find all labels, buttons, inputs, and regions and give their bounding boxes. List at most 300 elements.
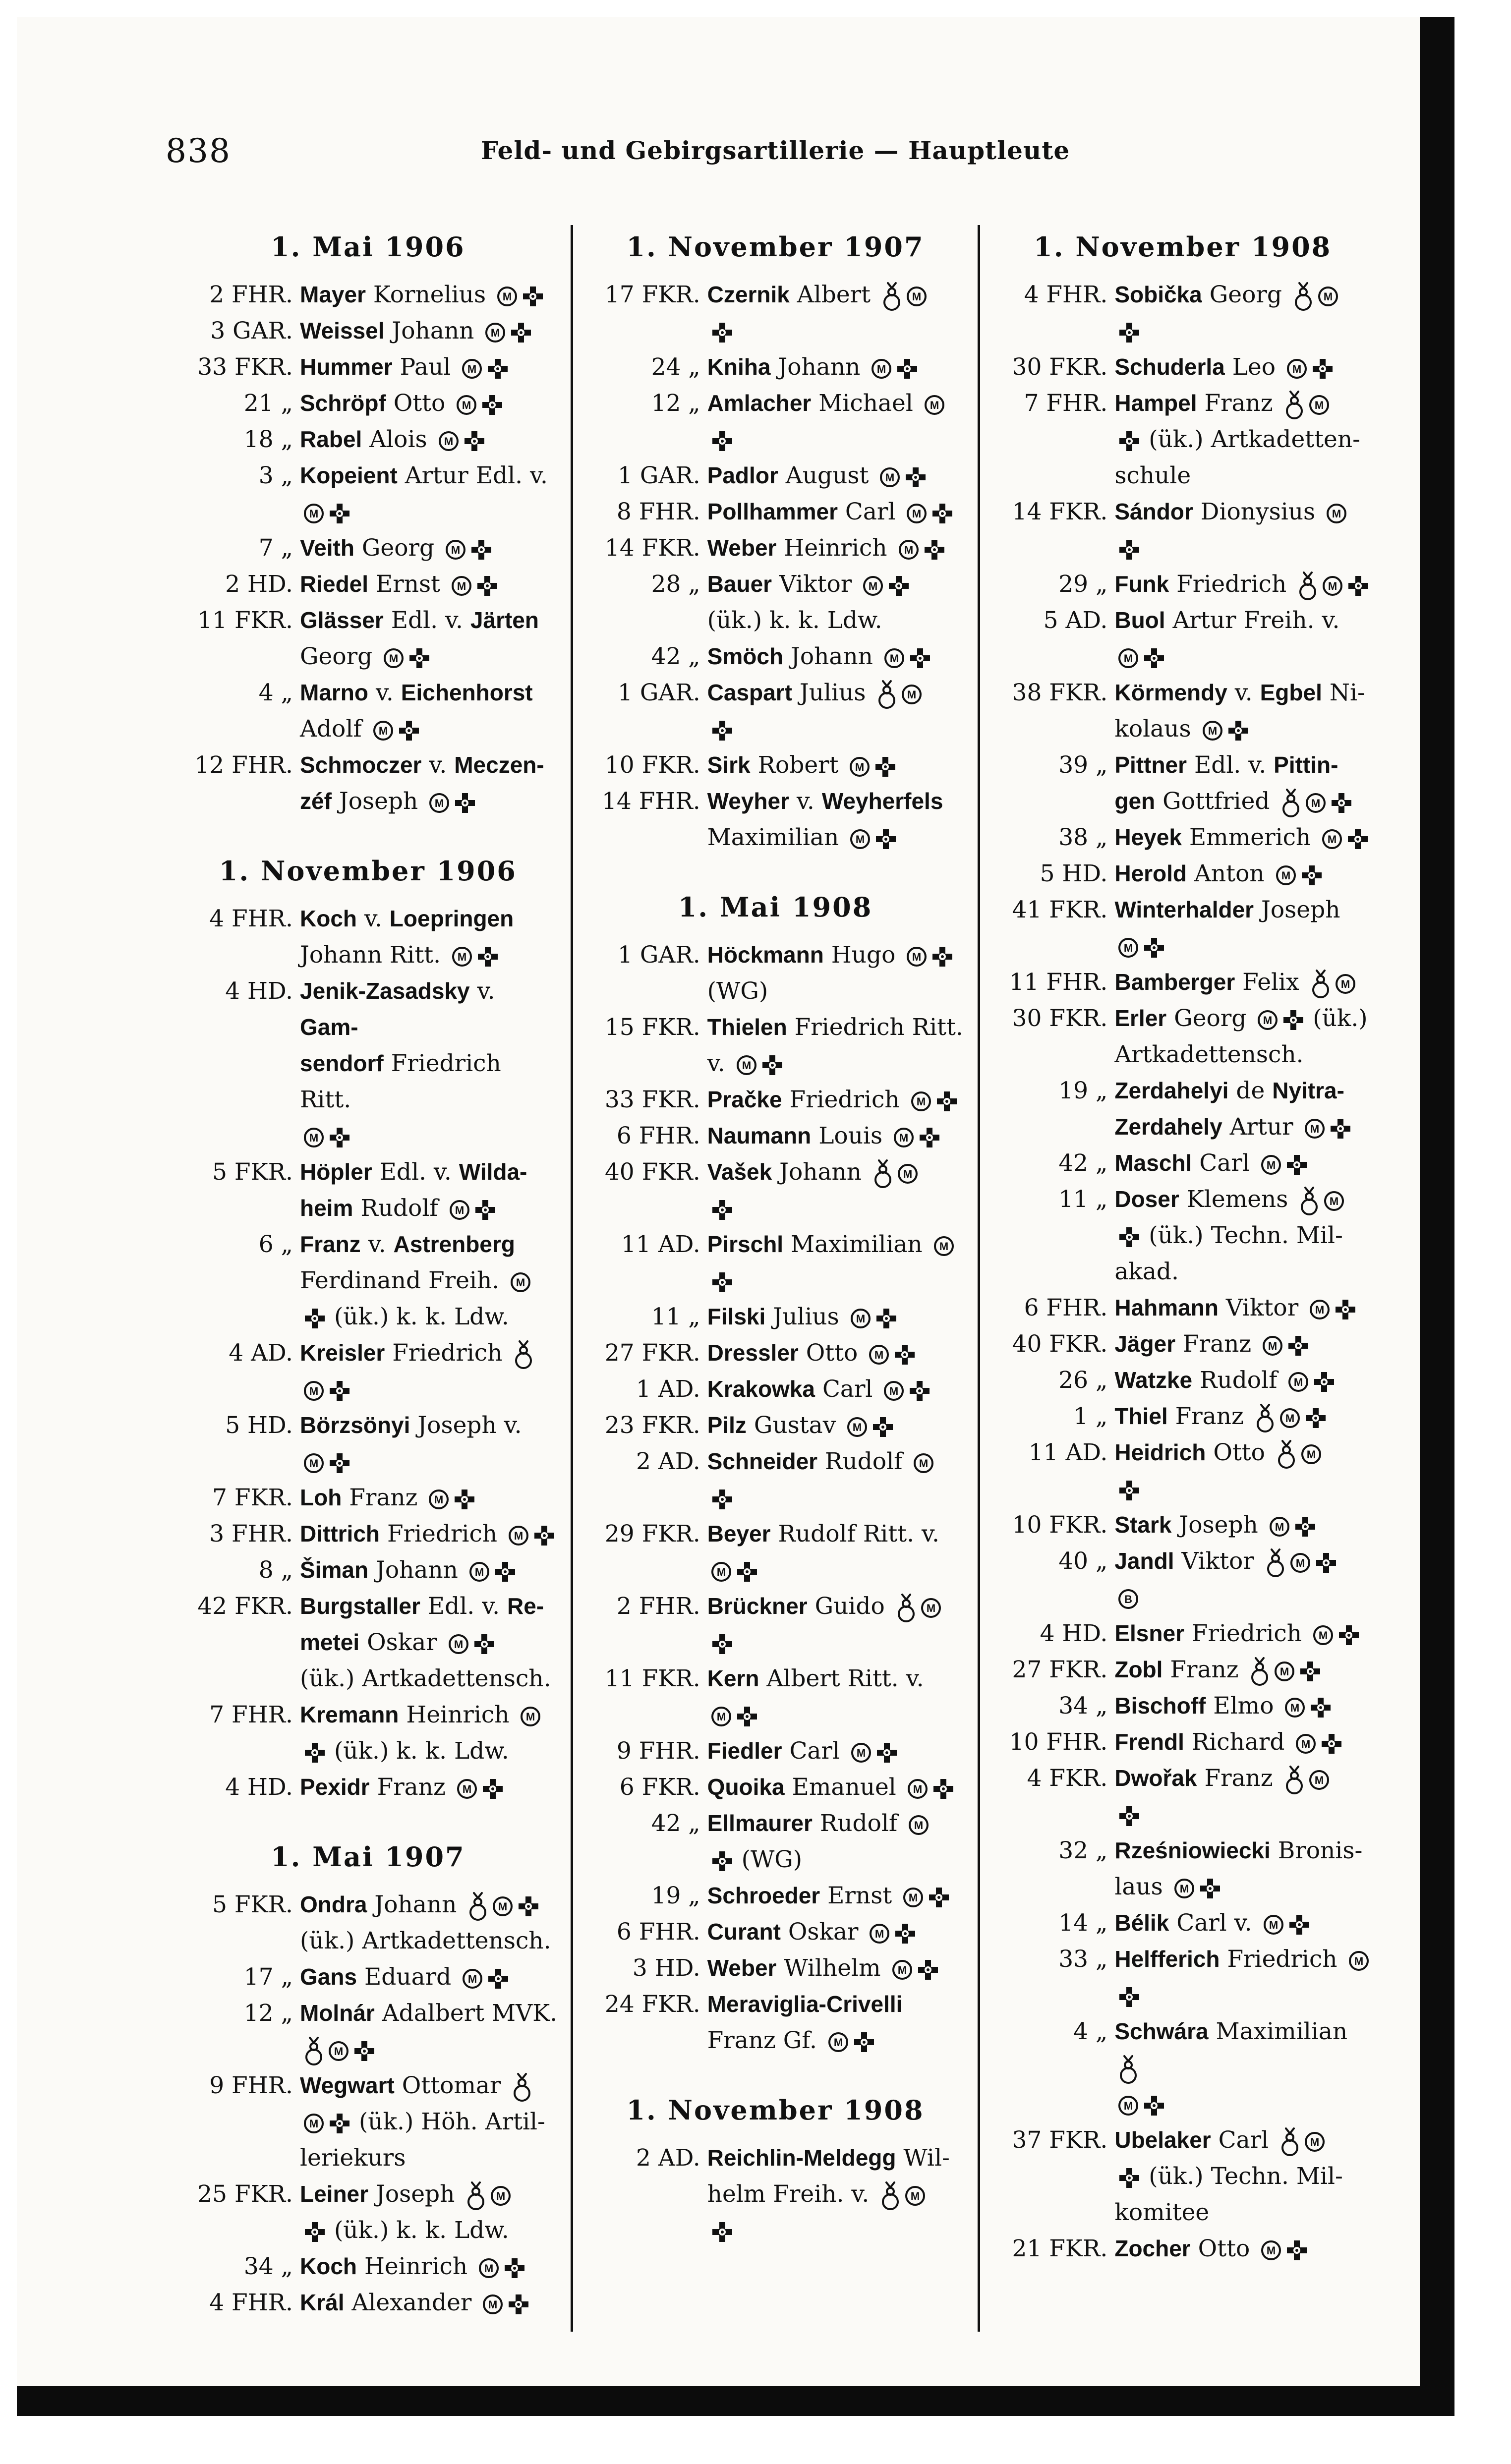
entry-text: Friedrich Ritt. [300,1050,501,1113]
entry-text: Edl. v. [420,1593,507,1620]
entry-line [300,1226,560,1262]
svg-text:M: M [913,1783,922,1795]
svg-text:M: M [1306,1448,1316,1461]
section-heading: 1. November 1908 [626,2094,925,2126]
entry-text: (ük.) Artkadettensch. [300,1665,551,1692]
svg-text:M: M [435,797,444,809]
section-gap [176,1805,560,1835]
cross-medal-icon [873,755,897,779]
entry-line [1114,1145,1374,1181]
svg-text:M: M [874,1349,884,1361]
entry-line [707,530,967,566]
officer-surname: Zobl [1114,1657,1163,1682]
m-medal-icon [1257,1009,1279,1031]
entry-line [1114,1579,1374,1615]
entry-body [300,1588,560,1697]
svg-text:B: B [1124,1593,1133,1605]
name-part: Nyitra- [1272,1078,1344,1103]
entry-text: leriekurs [300,2144,406,2172]
m-medal-icon [1322,575,1343,597]
column-left [166,225,571,2332]
entry-line [1114,1688,1374,1724]
section-heading: 1. November 1907 [626,231,925,263]
svg-text:M: M [484,2262,494,2275]
entry-line [707,458,967,494]
officer-surname: Schuderla [1114,354,1225,380]
unit-label: 40 „ [1058,1547,1108,1575]
officer-surname: Doser [1114,1186,1179,1212]
officer-entry [584,747,967,783]
svg-text:M: M [1310,1123,1319,1135]
entry-text: Edl. v. [383,607,470,634]
unit-label: 10 FKR. [1012,1511,1108,1539]
entry-text: Friedrich [782,1086,907,1113]
officer-entry [991,349,1374,385]
m-medal-icon [893,1127,915,1148]
entry-text: Rudolf [817,1448,910,1475]
svg-text:M: M [1124,2100,1133,2112]
svg-text:M: M [514,1530,523,1542]
svg-text:M: M [908,1891,918,1904]
cross-medal-icon [874,1307,898,1330]
entry-line [707,1190,967,1226]
m-medal-icon [1260,1154,1282,1176]
entry-text: v. [357,905,390,932]
m-medal-icon [468,1561,490,1583]
unit-label: 6 FKR. [619,1774,700,1801]
entry-line [1114,2122,1374,2158]
officer-entry [991,1326,1374,1362]
svg-text:M: M [434,1493,444,1506]
entry-line [300,937,560,973]
svg-text:M: M [1285,1412,1294,1425]
entry-body [1114,1326,1374,1362]
m-medal-icon [871,358,892,380]
entry-text: Otto [798,1339,866,1367]
entry-text: Franz [1197,1765,1280,1792]
entry-body [707,1516,967,1588]
m-medal-icon [1317,286,1339,307]
unit-label: 37 FKR. [1012,2126,1108,2154]
entry-line [707,1118,967,1154]
entry-line [1114,1833,1374,1869]
officer-surname: Ellmaurer [707,1810,813,1836]
officer-surname: Marno [300,680,368,705]
entry-body [707,494,967,530]
entry-line [300,1407,560,1443]
entry-text: Johann [783,643,880,670]
entry-text: Joseph [1254,896,1340,923]
m-medal-icon [913,1452,934,1474]
entry-body [1114,964,1374,1000]
entry-body [707,2140,967,2248]
cross-medal-icon [1286,1334,1310,1358]
unit-label: 1 GAR. [618,679,700,706]
svg-text:M: M [1318,1629,1328,1642]
officer-surname: Dwořak [1114,1765,1197,1791]
svg-text:M: M [454,1638,463,1651]
officer-surname: Bamberger [1114,969,1235,995]
entry-line [300,385,560,421]
unit-label: 29 „ [1058,571,1108,598]
entry-body [300,675,560,747]
svg-text:M: M [309,2118,319,2130]
svg-text:M: M [911,2190,920,2202]
m-medal-icon [1305,792,1327,814]
entry-text: (ük.) k. k. Ldw. [327,2217,509,2244]
cross-medal-icon [1285,2238,1309,2262]
name-part: Weyherfels [821,788,943,814]
svg-text:M: M [1269,1919,1278,1931]
entry-text: Otto [1206,1439,1273,1466]
m-medal-icon [1289,1552,1311,1574]
svg-text:M: M [309,1457,319,1470]
svg-text:M: M [889,652,899,665]
cross-medal-icon [893,1922,917,1946]
cross-medal-icon [507,2292,530,2316]
officer-entry [176,1480,560,1516]
officer-surname: Sirk [707,752,751,778]
entry-line [300,2285,560,2321]
entry-line [707,1733,967,1769]
entry-text: Julius [765,1303,847,1330]
unit-label: 25 FKR. [197,2180,293,2208]
name-part: Järten [470,607,539,633]
page-header [166,132,1385,176]
entry-text: Franz [1167,1403,1251,1430]
entry-line [300,458,560,494]
cross-medal-icon [303,1741,327,1765]
cross-medal-icon [407,646,431,670]
entry-text: Alexander [344,2289,479,2316]
name-part: zéf [300,788,332,814]
cross-medal-icon [710,429,734,453]
m-medal-icon [907,1778,929,1800]
officer-entry [584,1950,967,1986]
m-medal-icon [883,1380,905,1402]
m-medal-icon [490,2185,512,2207]
entry-line [707,2176,967,2212]
cross-medal-icon [328,502,351,525]
entry-text: akad. [1114,1258,1179,1285]
unit-label: 17 FKR. [604,281,700,308]
entry-text: Otto [386,390,453,417]
entry-text: (ük.) Höh. Artil- [351,2108,545,2135]
officer-surname: Pirschl [707,1231,784,1257]
knot-medal-icon [1276,1439,1297,1470]
officer-surname: Helfferich [1114,1946,1220,1972]
officer-surname: Kniha [707,354,771,380]
unit-label: 34 „ [243,2253,293,2280]
entry-text: v. [707,1050,733,1077]
m-medal-icon [510,1271,531,1293]
unit-label: 6 FHR. [1024,1294,1108,1321]
officer-entry [176,1588,560,1697]
entry-text: Friedrich [380,1520,505,1547]
officer-surname: Ondra [300,1891,367,1917]
cross-medal-icon [1300,863,1324,887]
unit-label: 1 GAR. [618,462,700,489]
svg-text:M: M [1267,2244,1276,2257]
entry-body [300,1226,560,1335]
entry-line [1114,421,1374,458]
unit-label: 42 „ [651,643,700,670]
entry-body [1114,494,1374,566]
entry-line [300,566,560,602]
cross-medal-icon [532,1524,556,1547]
entry-body [1114,1724,1374,1760]
entry-text: Gustav [746,1412,844,1439]
entry-text: (ük.) Artkadettensch. [300,1927,551,1954]
officer-entry [176,1154,560,1226]
entry-line [707,602,967,638]
cross-medal-icon [1117,2166,1141,2190]
entry-body [1114,1688,1374,1724]
entry-line [707,1552,967,1588]
svg-text:M: M [451,544,461,556]
entry-body [707,1335,967,1371]
officer-surname: Bischoff [1114,1693,1206,1719]
entry-text: Felix [1235,969,1307,996]
m-medal-icon [1173,1878,1195,1899]
entry-line [1114,711,1374,747]
svg-text:M: M [903,1168,913,1180]
cross-medal-icon [328,1126,351,1149]
entry-line [1114,1398,1374,1434]
unit-label: 34 „ [1058,1692,1108,1719]
svg-text:M: M [1301,1738,1311,1750]
name-part: sendorf [300,1050,384,1076]
cross-medal-icon [1330,791,1353,815]
svg-text:M: M [897,1964,907,1976]
section-heading: 1. Mai 1907 [271,1841,465,1873]
entry-body [707,458,967,494]
unit-label: 4 FHR. [209,905,293,932]
svg-text:M: M [457,951,467,963]
svg-text:M: M [875,1928,884,1940]
name-part: Egbel [1260,680,1322,705]
entry-line [300,1371,560,1407]
entry-text: Friedrich [1184,1620,1309,1647]
entry-body [1114,602,1374,675]
unit-label: 41 FKR. [1012,896,1108,923]
entry-body [707,1769,967,1805]
officer-entry [584,1154,967,1226]
entry-text: Franz [342,1484,425,1511]
entry-text: v. [368,679,401,706]
officer-entry [584,1914,967,1950]
entry-body [707,747,967,783]
m-medal-icon [850,1308,872,1329]
entry-line [300,2031,560,2067]
entry-text: Franz Gf. [707,2027,824,2054]
entry-line [1114,277,1374,313]
officer-entry [584,349,967,385]
unit-label: 1 GAR. [618,941,700,969]
entry-line [707,1516,967,1552]
cross-medal-icon [1117,1804,1141,1828]
cross-medal-icon [710,2220,734,2244]
svg-text:M: M [1268,1340,1278,1352]
entry-body [300,973,560,1154]
officer-surname: Schröpf [300,390,386,416]
entry-body [300,1407,560,1480]
officer-entry [584,937,967,1009]
unit-label: 19 „ [1058,1077,1108,1104]
entry-text: Alois [362,426,435,453]
unit-label: 18 „ [243,426,293,453]
officer-surname: Leiner [300,2181,369,2207]
entry-text: komitee [1114,2199,1210,2226]
knot-medal-icon [511,2072,533,2103]
section-gap [584,2059,967,2088]
officer-entry [584,2140,967,2248]
cross-medal-icon [1314,1551,1338,1575]
entry-text: Viktor [1218,1294,1306,1321]
entry-line [300,901,560,937]
m-medal-icon [1284,1697,1306,1719]
unit-label: 1 AD. [636,1375,700,1403]
officer-surname: Börzsönyi [300,1412,410,1438]
entry-line [1114,2158,1374,2194]
entry-line [707,1335,967,1371]
svg-text:M: M [833,2036,843,2049]
officer-entry [584,494,967,530]
officer-surname: Höpler [300,1159,372,1185]
name-part: heim [300,1195,353,1221]
officer-surname: Rabel [300,426,362,452]
entry-text: Dionysius [1193,498,1323,525]
officer-surname: Veith [300,535,354,561]
officer-surname: Padlor [707,462,778,488]
entry-body [300,566,560,602]
section-heading: 1. November 1908 [1034,231,1332,263]
officer-entry [584,277,967,349]
unit-label: 11 FKR. [604,1665,700,1692]
svg-text:M: M [716,1711,726,1723]
cross-medal-icon [1117,429,1141,453]
entry-body [707,1226,967,1299]
entry-line [707,421,967,458]
entry-text: Adalbert MVK. [374,2000,558,2027]
svg-text:M: M [1292,363,1302,375]
entry-line [300,2248,560,2285]
entry-line [300,1661,560,1697]
officer-surname: Šiman [300,1557,369,1583]
cross-medal-icon [463,429,486,453]
entry-line [300,494,560,530]
entry-body [707,277,967,349]
officer-entry [584,1082,967,1118]
entry-line [300,1588,560,1624]
unit-label: 33 „ [1058,1946,1108,1973]
entry-text: Franz [1197,390,1280,417]
officer-surname: Bélik [1114,1910,1169,1936]
svg-text:M: M [939,1240,948,1253]
entry-text: Elmo [1206,1692,1281,1719]
entry-body [300,458,560,530]
entry-line [1114,1326,1374,1362]
entry-line [1114,349,1374,385]
entry-text: Eduard [357,1963,459,1991]
entry-text: Carl [1192,1149,1257,1177]
entry-line [300,1552,560,1588]
entry-line [707,1805,967,1841]
entry-text: Edl. v. [1187,751,1274,779]
knot-medal-icon [1298,1186,1320,1216]
officer-entry [991,1507,1374,1543]
entry-body [1114,1615,1374,1652]
cross-medal-icon [397,719,421,743]
entry-line [300,1516,560,1552]
unit-label: 14 FHR. [602,788,700,815]
cross-medal-icon [476,945,500,969]
m-medal-icon [303,1380,325,1402]
m-medal-icon [451,946,473,968]
officer-surname: Thiel [1114,1403,1168,1429]
m-medal-icon [906,946,928,968]
svg-text:M: M [455,1204,464,1216]
svg-text:M: M [1124,942,1133,954]
entry-text: Friedrich Ritt. [787,1014,963,1041]
entry-body [707,1299,967,1335]
cross-medal-icon [303,2220,327,2244]
officer-surname: Weber [707,1955,777,1981]
knot-medal-icon [895,1593,917,1623]
officer-surname: Smöch [707,643,784,669]
page-number: 838 [166,132,231,170]
entry-text: Georg [1202,281,1289,308]
entry-line [1114,783,1374,819]
entry-line [1114,1724,1374,1760]
officer-entry [584,566,967,638]
officer-entry [176,421,560,458]
cross-medal-icon [923,538,946,562]
entry-line [300,530,560,566]
entry-text: Heinrich [776,534,895,562]
svg-text:M: M [889,1385,899,1397]
m-medal-icon [902,1887,924,1908]
svg-text:M: M [1275,1521,1284,1533]
officer-surname: Vašek [707,1159,772,1185]
name-part: Loepringen [389,906,514,931]
m-medal-icon [1321,828,1343,850]
entry-line [707,1082,967,1118]
entry-line [1114,856,1374,892]
entry-line [707,937,967,973]
svg-text:M: M [1354,1955,1363,1967]
officer-entry [991,494,1374,566]
entry-text: Viktor [1174,1547,1262,1575]
entry-line [707,1299,967,1335]
entry-body [707,1950,967,1986]
unit-label: 2 AD. [636,2144,700,2172]
officer-surname: Caspart [707,680,792,705]
unit-label: 12 „ [651,390,700,417]
officer-entry [176,1887,560,1959]
entry-body [300,1154,560,1226]
m-medal-icon [383,647,405,669]
entry-body [300,747,560,819]
officer-surname: Jandl [1114,1548,1174,1574]
officer-entry [584,783,967,856]
unit-label: 4 HD. [1040,1620,1108,1647]
entry-text: Adolf [300,715,369,743]
m-medal-icon [1304,1118,1326,1140]
entry-body [300,2248,560,2285]
entry-line [1114,1362,1374,1398]
entry-body [1114,1073,1374,1145]
